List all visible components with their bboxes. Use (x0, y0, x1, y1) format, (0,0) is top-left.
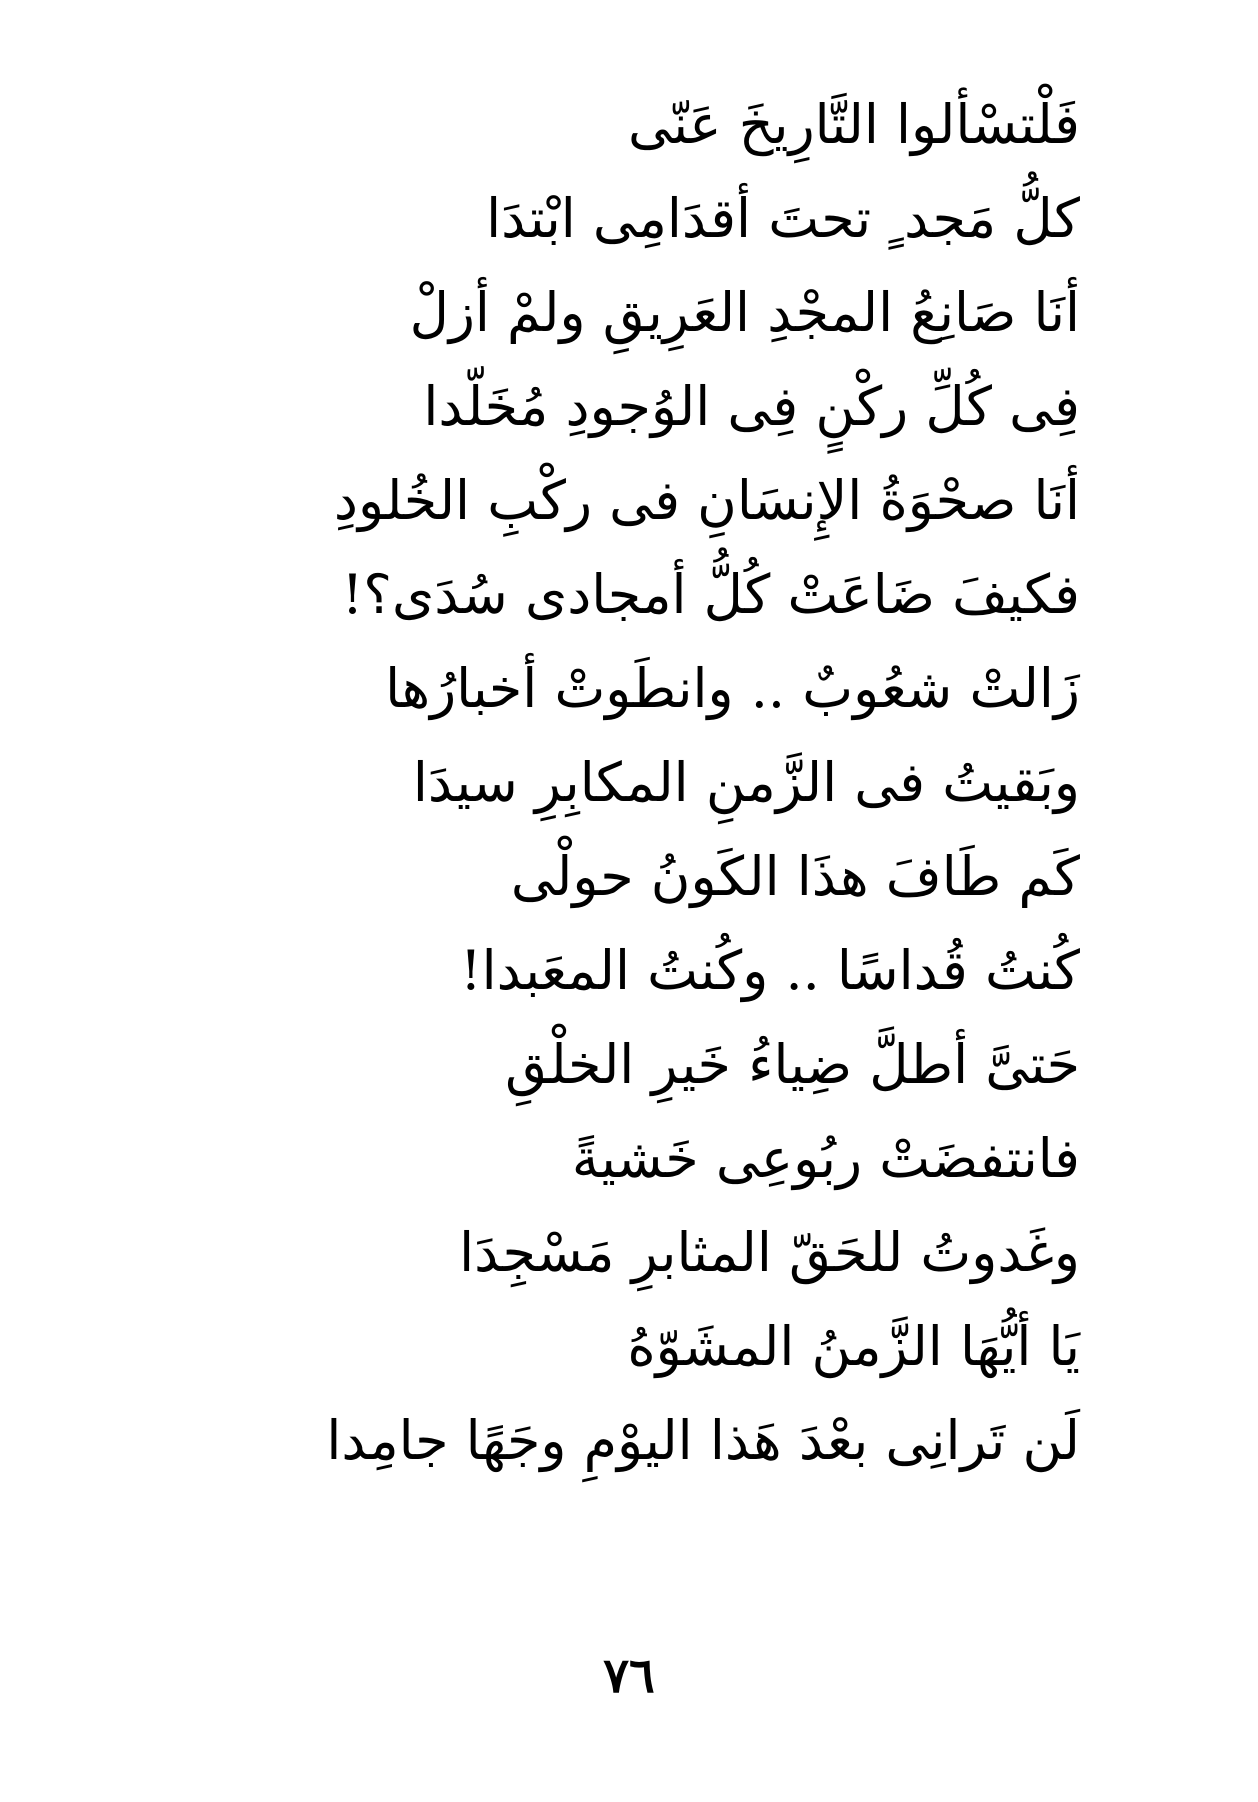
verse-line: أنَا صَانِعُ المجْدِ العَرِيقِ ولمْ أزلْ (409, 281, 1080, 344)
verse-line: وبَقيتُ فى الزَّمنِ المكابِرِ سيدَا (412, 751, 1080, 814)
verse-line: كلُّ مَجد ٍ تحتَ أقدَامِى ابْتدَا (486, 187, 1080, 250)
verse-line: فانتفضَتْ ربُوعِى خَشيةً (571, 1127, 1080, 1190)
verse-line: فِى كُلِّ ركْنٍ فِى الوُجودِ مُخَلّدا (423, 375, 1080, 438)
verse-line: حَتىَّ أطلَّ ضِياءُ خَيرِ الخلْقِ (505, 1033, 1080, 1096)
verse-line: أنَا صحْوَةُ الإِنسَانِ فى ركْبِ الخُلودِ (333, 469, 1080, 532)
page-number: ٧٦ (603, 1648, 655, 1704)
verse-line: فكيفَ ضَاعَتْ كُلُّ أمجادى سُدَى؟! (341, 563, 1080, 626)
poem-verses (180, 78, 1080, 1488)
verse-line: وغَدوتُ للحَقّ المثابرِ مَسْجِدَا (459, 1221, 1080, 1284)
verse-line: زَالتْ شعُوبٌ .. وانطَوتْ أخبارُها (385, 657, 1080, 720)
verse-line: كَم طَافَ هذَا الكَونُ حولْى (510, 845, 1080, 908)
verse-line: كُنتُ قُداسًا .. وكُنتُ المعَبدا! (459, 939, 1080, 1002)
verse-line: يَا أيُّهَا الزَّمنُ المشَوّهُ (627, 1315, 1080, 1378)
verse-line: فَلْتسْألوا التَّارِيخَ عَنّى (628, 93, 1080, 156)
verse-line: لَن تَرانِى بعْدَ هَذا اليوْمِ وجَهًا جامِدا (326, 1409, 1080, 1472)
